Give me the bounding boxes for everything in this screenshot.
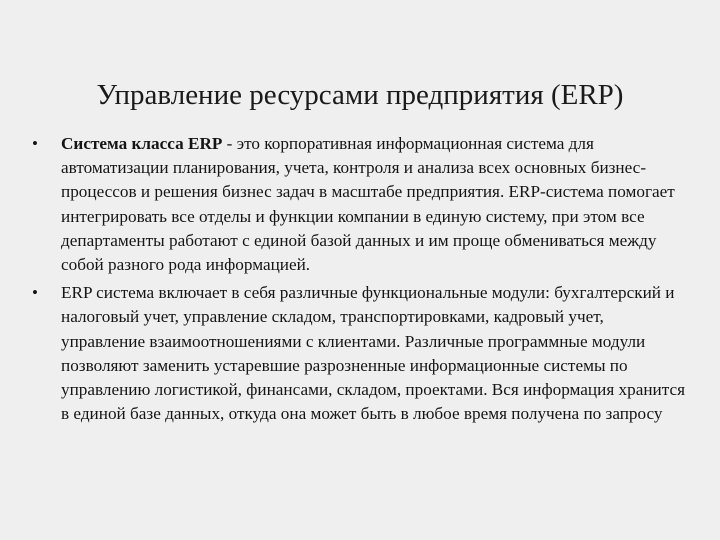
bullet-item-erp-modules [30,281,690,426]
bullet-icon: • [32,283,38,303]
bullet-list [30,132,690,430]
bullet-icon: • [32,134,38,153]
bullet-body-text: - это корпоративная информационная система для автоматизации планирования, учета, контроля и анализа всех основных бизнес-процессов и решения бизнес задач в масштабе предприятия. ERP-система помогает интегрировать все отделы и функции компании в единую систему, при этом все департаменты работают с единой базой данных и им проще обмениваться между собой разного рода информацией. [61,134,675,275]
bullet-lead-text: Система класса ERP [61,134,223,153]
bullet-item-erp-definition [30,132,690,277]
slide-title: Управление ресурсами предприятия (ERP) [96,79,624,111]
bullet-body-text: ERP система включает в себя различные функциональные модули: бухгалтерский и налоговый учет, управление складом, транспортировками, кадровый учет, управление взаимоотношениями с клиентами. Различные программные модули позволяют заменить устаревшие разрозненные информационные системы по управлению логистикой, финансами, складом, проектами. Вся информация хранится в единой базе данных, откуда она может быть в любое время получена по запросу [61,283,685,424]
